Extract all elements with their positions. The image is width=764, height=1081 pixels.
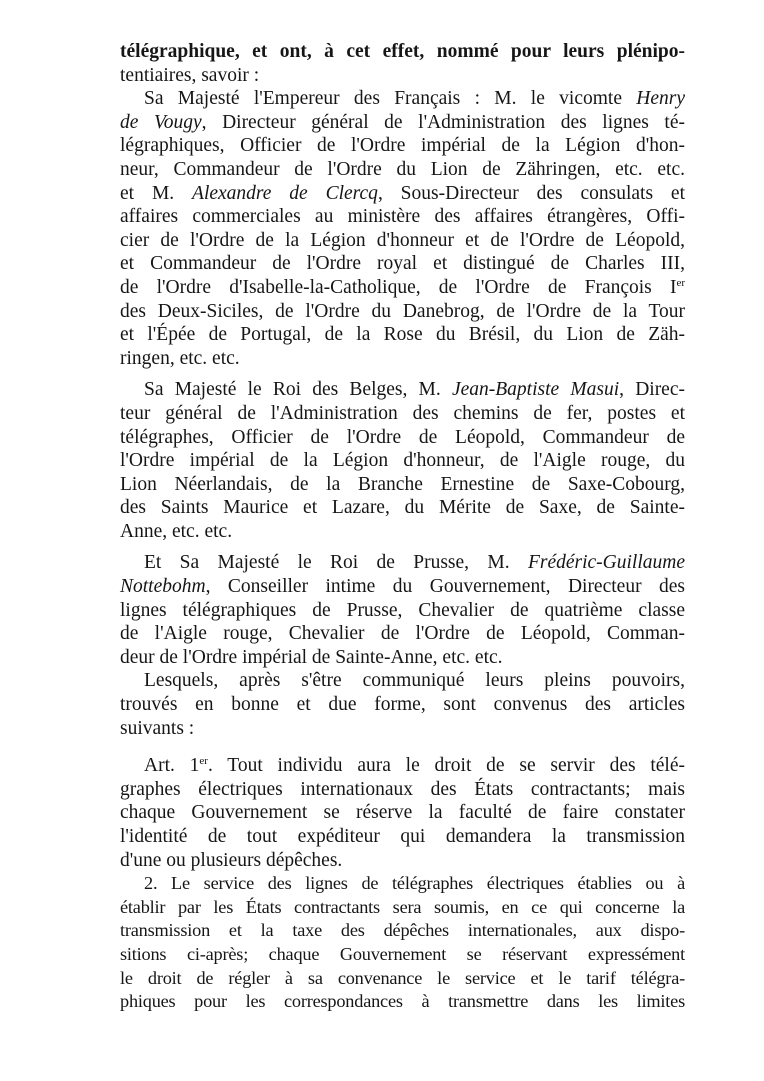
text-line: Et Sa Majesté le Roi de Prusse, M. Frédéric-Guillaume bbox=[144, 552, 685, 574]
text-line: chaque Gouvernement se réserve la faculté de faire constater bbox=[120, 802, 685, 824]
page-body bbox=[120, 40, 685, 1014]
plenipotentiary-prussia-paragraph bbox=[120, 551, 685, 669]
text-line: 2. Le service des lignes de télégraphes électriques établies ou à bbox=[144, 873, 685, 894]
text-line: le droit de régler à sa convenance le service et le tarif télégra- bbox=[120, 967, 685, 988]
text-line: Anne, etc. etc. bbox=[120, 520, 233, 542]
text-line: affaires commerciales au ministère des affaires étrangères, Offi- bbox=[120, 206, 685, 228]
text-line: cier de l'Ordre de la Légion d'honneur et de l'Ordre de Léopold, bbox=[120, 229, 685, 251]
text-line: établir par les États contractants sera soumis, en ce qui concerne la bbox=[120, 896, 685, 917]
text-line: d'une ou plusieurs dépêches. bbox=[120, 849, 343, 871]
text-line: deur de l'Ordre impérial de Sainte-Anne, etc. etc. bbox=[120, 646, 503, 668]
text-line: télégraphique, et ont, à cet effet, nommé pour leurs plénipo- bbox=[120, 41, 685, 62]
text-line: des Saints Maurice et Lazare, du Mérite de Saxe, de Sainte- bbox=[120, 497, 685, 519]
text-line: de l'Ordre d'Isabelle-la-Catholique, de l'Ordre de François Ier bbox=[120, 276, 685, 298]
text-line: Sa Majesté l'Empereur des Français : M. le vicomte Henry bbox=[144, 88, 685, 110]
text-line: et M. Alexandre de Clercq, Sous-Directeur des consulats et bbox=[120, 182, 685, 204]
text-line: teur général de l'Administration des chemins de fer, postes et bbox=[120, 402, 685, 424]
text-line: Lesquels, après s'être communiqué leurs pleins pouvoirs, bbox=[144, 670, 685, 692]
text-line: des Deux-Siciles, de l'Ordre du Danebrog, de l'Ordre de la Tour bbox=[120, 300, 685, 322]
text-line: télégraphes, Officier de l'Ordre de Léopold, Commandeur de bbox=[120, 426, 685, 448]
text-line: et Commandeur de l'Ordre royal et distingué de Charles III, bbox=[120, 253, 685, 275]
text-line: sitions ci-après; chaque Gouvernement se réservant expressément bbox=[120, 943, 685, 964]
text-line: phiques pour les correspondances à transmettre dans les limites bbox=[120, 991, 685, 1012]
agreement-paragraph bbox=[120, 669, 685, 740]
text-line: légraphiques, Officier de l'Ordre impérial de la Légion d'hon- bbox=[120, 135, 685, 157]
text-line: lignes télégraphiques de Prusse, Chevalier de quatrième classe bbox=[120, 599, 685, 621]
text-line: de l'Aigle rouge, Chevalier de l'Ordre de Léopold, Comman- bbox=[120, 623, 685, 645]
text-line: trouvés en bonne et due forme, sont convenus des articles bbox=[120, 694, 685, 716]
text-line: graphes électriques internationaux des États contractants; mais bbox=[120, 778, 685, 800]
article-2 bbox=[120, 872, 685, 1014]
text-line: de Vougy, Directeur général de l'Administration des lignes té- bbox=[120, 111, 685, 133]
text-line: l'identité de tout expéditeur qui demandera la transmission bbox=[120, 826, 685, 847]
text-line: neur, Commandeur de l'Ordre du Lion de Zähringen, etc. etc. bbox=[120, 158, 685, 180]
intro-paragraph bbox=[120, 40, 685, 87]
article-1 bbox=[120, 754, 685, 872]
text-line: tentiaires, savoir : bbox=[120, 64, 260, 86]
plenipotentiary-belgium-paragraph bbox=[120, 378, 685, 543]
plenipotentiary-france-paragraph bbox=[120, 87, 685, 370]
text-line: Nottebohm, Conseiller intime du Gouvernement, Directeur des bbox=[120, 576, 685, 598]
text-line: suivants : bbox=[120, 717, 195, 739]
text-line: l'Ordre impérial de la Légion d'honneur, de l'Aigle rouge, du bbox=[120, 450, 685, 472]
text-line: Lion Néerlandais, de la Branche Ernestine de Saxe-Cobourg, bbox=[120, 473, 685, 495]
text-line: Sa Majesté le Roi des Belges, M. Jean-Baptiste Masui, Direc- bbox=[144, 379, 685, 401]
text-line: et l'Épée de Portugal, de la Rose du Brésil, du Lion de Zäh- bbox=[120, 324, 685, 346]
text-line: ringen, etc. etc. bbox=[120, 347, 240, 369]
text-line: transmission et la taxe des dépêches internationales, aux dispo- bbox=[120, 920, 685, 941]
text-line: Art. 1er. Tout individu aura le droit de se servir des télé- bbox=[144, 755, 685, 777]
